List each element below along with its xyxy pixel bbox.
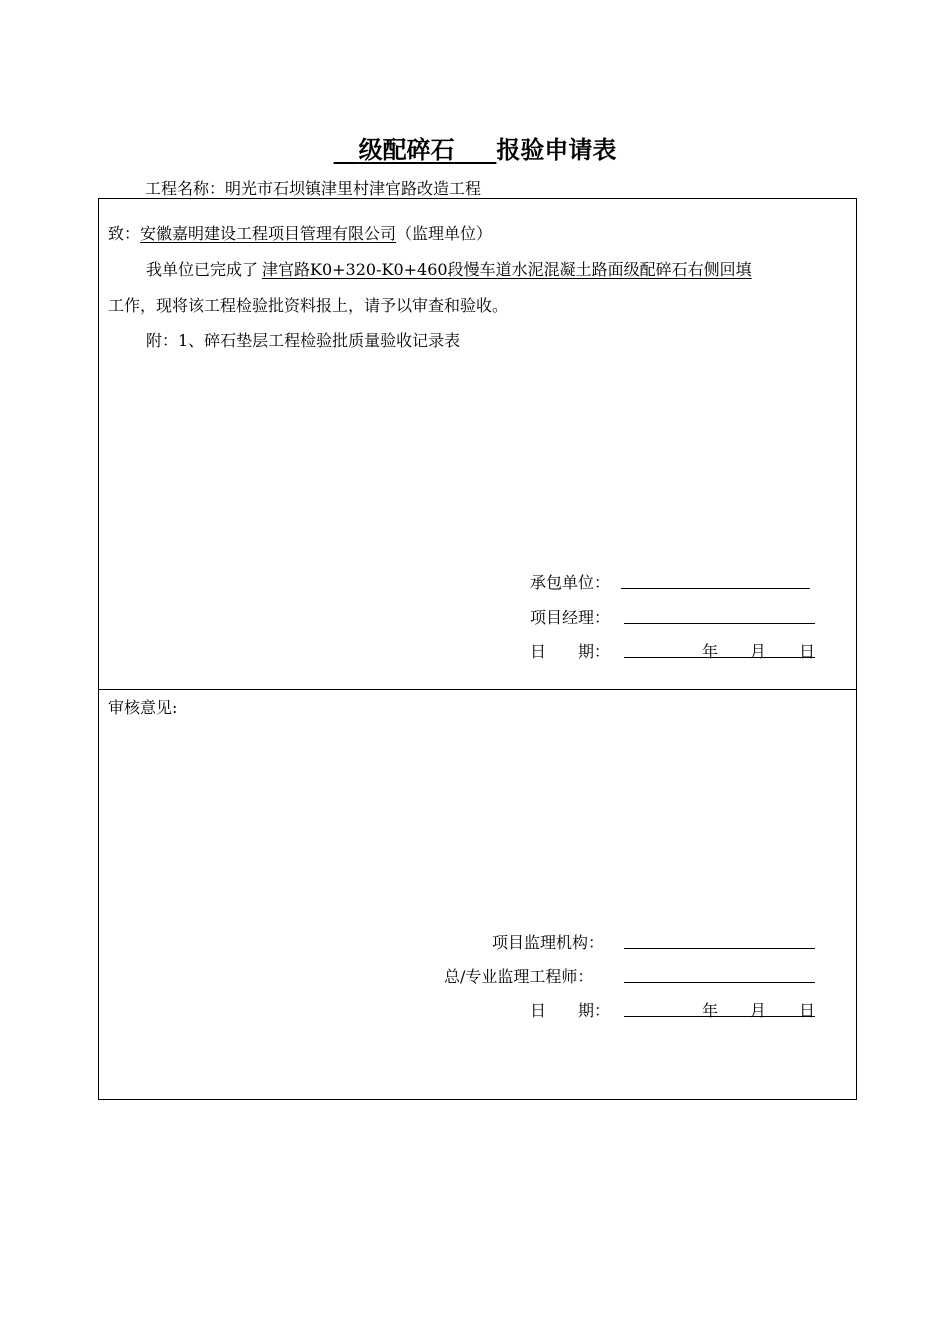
agency-label: 项目监理机构：: [492, 933, 605, 952]
body-line-1: [146, 257, 752, 280]
date-line: [624, 657, 815, 658]
review-date-label: 日 期：: [530, 1001, 611, 1020]
body-line-2: 工作，现将该工程检验批资料报上，请予以审查和验收。: [108, 296, 509, 315]
contractor-line: [621, 588, 810, 589]
title-item: 级配碎石: [358, 136, 455, 164]
review-date-line: [624, 1016, 815, 1017]
review-date-day: 日: [799, 1001, 816, 1020]
engineer-line: [624, 982, 815, 983]
agency-line: [624, 948, 815, 949]
date-year: 年: [702, 642, 719, 661]
title-suffix: 报验申请表: [496, 136, 617, 164]
work-description: 津官路K0+320-K0+460段慢车道水泥混凝土路面级配碎石右侧回填: [262, 260, 752, 279]
date-month: 月: [750, 642, 767, 661]
application-section: [98, 198, 857, 690]
recipient-suffix: （监理单位）: [396, 224, 493, 243]
date-label: 日 期：: [530, 642, 611, 661]
recipient-company: 安徽嘉明建设工程项目管理有限公司: [140, 224, 397, 243]
project-name: 工程名称：明光市石坝镇津里村津官路改造工程: [145, 179, 482, 198]
recipient-line: [108, 221, 492, 244]
recipient-prefix: 致：: [108, 224, 141, 243]
review-section: [98, 689, 857, 1100]
manager-label: 项目经理：: [530, 608, 611, 627]
review-date-month: 月: [750, 1001, 767, 1020]
date-day: 日: [799, 642, 816, 661]
title-underline-gap: [455, 136, 497, 164]
review-date-year: 年: [702, 1001, 719, 1020]
engineer-label: 总/专业监理工程师：: [444, 967, 594, 986]
attachment-line: 附：1、碎石垫层工程检验批质量验收记录表: [146, 331, 461, 350]
title-underline-blank: [334, 136, 359, 164]
review-opinion-label: 审核意见:: [108, 698, 178, 717]
document-title: [0, 130, 950, 165]
body-prefix: 我单位已完成了: [146, 260, 259, 279]
contractor-label: 承包单位：: [530, 573, 611, 592]
manager-line: [624, 623, 815, 624]
